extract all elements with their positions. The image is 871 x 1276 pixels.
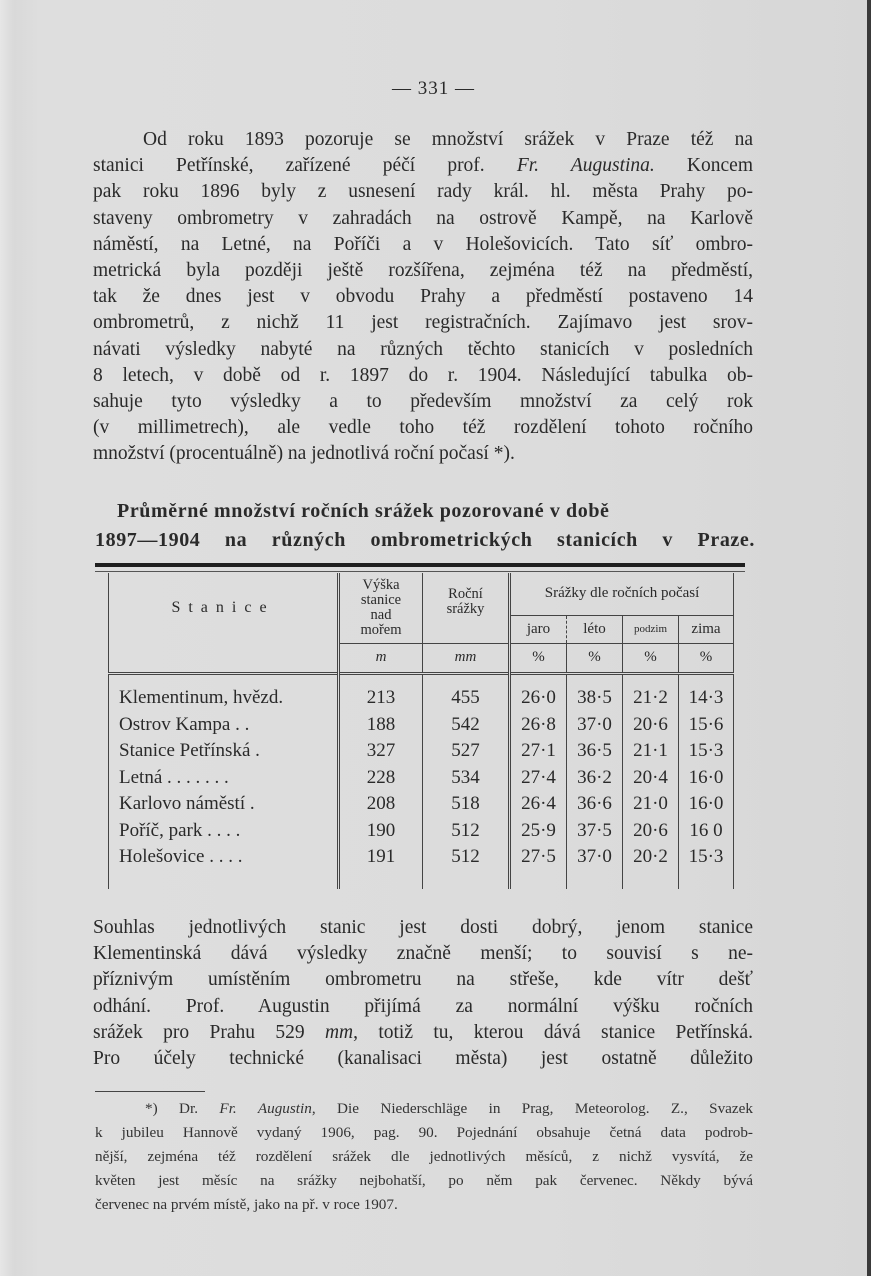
unit-altitude: m [339, 643, 423, 673]
summer-value: 36·6 [567, 791, 623, 818]
text-line: odhání. Prof. Augustin přijímá za normální výšku ročních [93, 995, 753, 1017]
unit-winter: % [679, 643, 734, 673]
annual-value: 512 [423, 844, 510, 871]
winter-value: 16·0 [679, 791, 734, 818]
table-caption [95, 497, 755, 555]
header-text: mořem [360, 621, 402, 638]
footnote-line [95, 1097, 753, 1121]
text-line: pak roku 1896 byly z usnesení rady král. hl. města Prahy po- [93, 181, 753, 203]
text-line: Pro účely technické (kanalisaci města) jest ostatně důležito [93, 1048, 753, 1070]
annual-value: 512 [423, 818, 510, 845]
autumn-value: 20·4 [623, 765, 679, 792]
footnote [95, 1097, 753, 1217]
header-seasons-group: Srážky dle ročních počasí [510, 573, 734, 615]
spring-value: 26·0 [510, 685, 567, 712]
text-span: stanici Petřínské, zařízené péčí prof. [93, 155, 517, 177]
table-top-rule [95, 563, 745, 567]
autumn-value: 20·2 [623, 844, 679, 871]
header-altitude [339, 573, 423, 643]
text-span: , Die Niederschläge in Prag, Meteorolog. Z., Svazek [311, 1100, 753, 1117]
text-span: , totiž tu, kterou dává stanice Petřínská. [353, 1021, 753, 1043]
header-text: stanice [360, 591, 402, 608]
header-annual [423, 573, 510, 643]
header-season-winter: zima [679, 615, 734, 643]
text-line: metrická byla později ještě rozšířena, zejména též na předměstí, [93, 260, 753, 282]
winter-value: 15·3 [679, 738, 734, 765]
text-line [93, 153, 753, 179]
header-text: Roční [448, 586, 483, 602]
spring-value: 26·8 [510, 712, 567, 739]
header-season-summer: léto [567, 615, 623, 643]
summer-value: 37·0 [567, 712, 623, 739]
spring-value: 27·5 [510, 844, 567, 871]
text-span: *) Dr. [145, 1100, 220, 1117]
altitude-value: 188 [339, 712, 423, 739]
footnote-line: k jubileu Hannově vydaný 1906, pag. 90. Pojednání obsahuje četná data podrob- [95, 1124, 753, 1141]
summer-value: 37·0 [567, 844, 623, 871]
altitude-value: 191 [339, 844, 423, 871]
winter-value: 15·6 [679, 712, 734, 739]
winter-value: 16 0 [679, 818, 734, 845]
unit-summer: % [567, 643, 623, 673]
text-line: návati výsledky nabyté na různých těchto stanicích v posledních [93, 338, 753, 360]
table-row [109, 765, 734, 792]
station-name: Stanice Petřínská . [109, 738, 339, 765]
footnote-author: Fr. Augustin [219, 1100, 312, 1117]
caption-line: 1897—1904 na různých ombrometrických stanicích v Praze. [95, 529, 755, 551]
unit-spring: % [510, 643, 567, 673]
summer-value: 37·5 [567, 818, 623, 845]
header-text: nad [370, 606, 392, 623]
footnote-divider [95, 1091, 205, 1092]
unit-mm: mm [324, 1021, 354, 1043]
station-name: Ostrov Kampa . . [109, 712, 339, 739]
winter-value: 14·3 [679, 685, 734, 712]
altitude-value: 213 [339, 685, 423, 712]
annual-value: 455 [423, 685, 510, 712]
text-line [93, 1020, 753, 1046]
header-station: Stanice [109, 573, 339, 643]
text-line: množství (procentuálně) na jednotlivá roční počasí *). [93, 443, 515, 465]
page-number: — 331 — [392, 78, 475, 99]
altitude-value: 327 [339, 738, 423, 765]
table-top-rule-thin [95, 571, 745, 572]
footnote-line: nější, zejména též rozdělení srážek dle jednotlivých měsíců, z nichž vysvítá, že [95, 1148, 753, 1165]
footnote-line: květen jest měsíc na srážky nejbohatší, po něm pak červenec. Někdy bývá [95, 1172, 753, 1189]
header-text: srážky [446, 601, 485, 617]
text-line: Od roku 1893 pozoruje se množství srážek v Praze též na [143, 129, 753, 150]
spring-value: 25·9 [510, 818, 567, 845]
header-season-autumn: podzim [623, 615, 679, 643]
altitude-value: 228 [339, 765, 423, 792]
intro-paragraph [93, 127, 753, 468]
station-name: Poříč, park . . . . [109, 818, 339, 845]
altitude-value: 190 [339, 818, 423, 845]
unit-blank [109, 643, 339, 673]
header-text: Výška [362, 576, 400, 593]
caption-line: Průměrné množství ročních srážek pozorované v době [117, 500, 610, 522]
table-row [109, 738, 734, 765]
footnote-line: červenec na prvém místě, jako na př. v roce 1907. [95, 1196, 398, 1213]
table-row [109, 818, 734, 845]
text-line: příznivým umístěním ombrometru na střeše, kde vítr dešť [93, 969, 753, 991]
spring-value: 26·4 [510, 791, 567, 818]
station-name: Karlovo náměstí . [109, 791, 339, 818]
winter-value: 15·3 [679, 844, 734, 871]
text-line: Klementinská dává výsledky značně menší; to souvisí s ne- [93, 943, 753, 965]
text-line: Souhlas jednotlivých stanic jest dosti dobrý, jenom stanice [93, 917, 753, 938]
spring-value: 27·1 [510, 738, 567, 765]
conclusion-paragraph [93, 915, 753, 1072]
autumn-value: 21·1 [623, 738, 679, 765]
table-row [109, 712, 734, 739]
autumn-value: 20·6 [623, 712, 679, 739]
altitude-value: 208 [339, 791, 423, 818]
summer-value: 36·2 [567, 765, 623, 792]
annual-value: 518 [423, 791, 510, 818]
text-span: Koncem [654, 155, 753, 177]
autumn-value: 21·0 [623, 791, 679, 818]
autumn-value: 20·6 [623, 818, 679, 845]
spring-value: 27·4 [510, 765, 567, 792]
text-line: 8 letech, v době od r. 1897 do r. 1904. Následující tabulka ob- [93, 364, 753, 386]
text-line: staveny ombrometry v zahradách na ostrově Kampě, na Karlově [93, 207, 753, 229]
station-name: Holešovice . . . . [109, 844, 339, 871]
text-span: srážek pro Prahu 529 [93, 1021, 325, 1043]
annual-value: 534 [423, 765, 510, 792]
text-line: ombrometrů, z nichž 11 jest registračních. Zajímavo jest srov- [93, 312, 753, 334]
table-row [109, 791, 734, 818]
winter-value: 16·0 [679, 765, 734, 792]
autumn-value: 21·2 [623, 685, 679, 712]
table-row [109, 844, 734, 871]
summer-value: 38·5 [567, 685, 623, 712]
unit-annual: mm [423, 643, 510, 673]
annual-value: 542 [423, 712, 510, 739]
author-name: Fr. Augustina. [516, 155, 655, 177]
text-line: (v millimetrech), ale vedle toho též rozdělení tohoto ročního [93, 417, 753, 439]
station-name: Letná . . . . . . . [109, 765, 339, 792]
text-line: náměstí, na Letné, na Poříči a v Holešovicích. Tato síť ombro- [93, 233, 753, 255]
unit-autumn: % [623, 643, 679, 673]
annual-value: 527 [423, 738, 510, 765]
station-name: Klementinum, hvězd. [109, 685, 339, 712]
header-season-spring: jaro [510, 615, 567, 643]
precipitation-table [108, 573, 734, 889]
text-line: tak že dnes jest v obvodu Prahy a předměstí postaveno 14 [93, 286, 753, 308]
table-row [109, 685, 734, 712]
text-line: sahuje tyto výsledky a to především množství za celý rok [93, 391, 753, 413]
summer-value: 36·5 [567, 738, 623, 765]
